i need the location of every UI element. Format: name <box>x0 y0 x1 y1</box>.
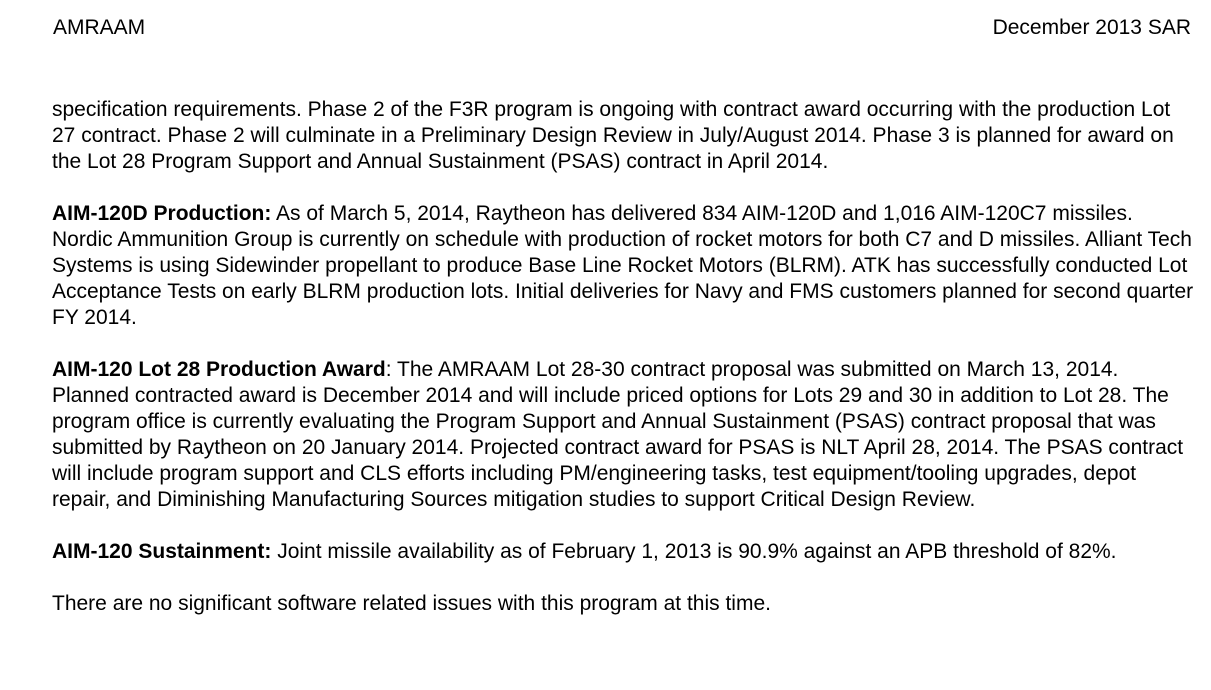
paragraph-lot28-award <box>52 357 1197 513</box>
paragraph-sustainment <box>52 539 1197 565</box>
paragraph-heading: AIM-120 Sustainment: <box>52 540 272 563</box>
paragraph-heading: AIM-120 Lot 28 Production Award <box>52 358 386 381</box>
paragraph-text: specification requirements. Phase 2 of the F3R program is ongoing with contract award occurring with the production Lot 27 contract. Phase 2 will culminate in a Preliminary Design Review in July/August 2014. Phase 3 is planned for award on the Lot 28 Program Support and Annual Sustainment (PSAS) contract in April 2014. <box>52 98 1174 173</box>
paragraph-text: The AMRAAM Lot 28-30 contract proposal was submitted on March 13, 2014. Planned contracted award is December 2014 and will include priced options for Lots 29 and 30 in addition to Lot 28. The program office is currently evaluating the Program Support and Annual Sustainment (PSAS) contract proposal that was submitted by Raytheon on 20 January 2014. Projected contract award for PSAS is NLT April 28, 2014. The PSAS contract will include program support and CLS efforts including PM/engineering tasks, test equipment/tooling upgrades, depot repair, and Diminishing Manufacturing Sources mitigation studies to support Critical Design Review. <box>52 358 1184 511</box>
paragraph-f3r-phases <box>52 97 1197 175</box>
program-name: AMRAAM <box>53 16 146 39</box>
paragraph-heading-suffix: : <box>385 358 392 381</box>
paragraph-text: There are no significant software related issues with this program at this time. <box>52 592 771 615</box>
paragraph-text: Joint missile availability as of February 1, 2013 is 90.9% against an APB threshold of 82%. <box>271 540 1117 563</box>
paragraph-software <box>52 591 1197 617</box>
report-title: December 2013 SAR <box>992 16 1191 39</box>
page-header <box>53 15 1191 41</box>
paragraph-heading: AIM-120D Production: <box>52 202 272 225</box>
document-body <box>52 97 1197 643</box>
paragraph-text: As of March 5, 2014, Raytheon has delivered 834 AIM-120D and 1,016 AIM-120C7 missiles. Nordic Ammunition Group is currently on schedule with production of rocket motors for both C7 and D missiles. Alliant Tech Systems is using Sidewinder propellant to produce Base Line Rocket Motors (BLRM). ATK has successfully conducted Lot Acceptance Tests on early BLRM production lots. Initial deliveries for Navy and FMS customers planned for second quarter FY 2014. <box>52 202 1194 329</box>
paragraph-aim120d-production <box>52 201 1197 331</box>
